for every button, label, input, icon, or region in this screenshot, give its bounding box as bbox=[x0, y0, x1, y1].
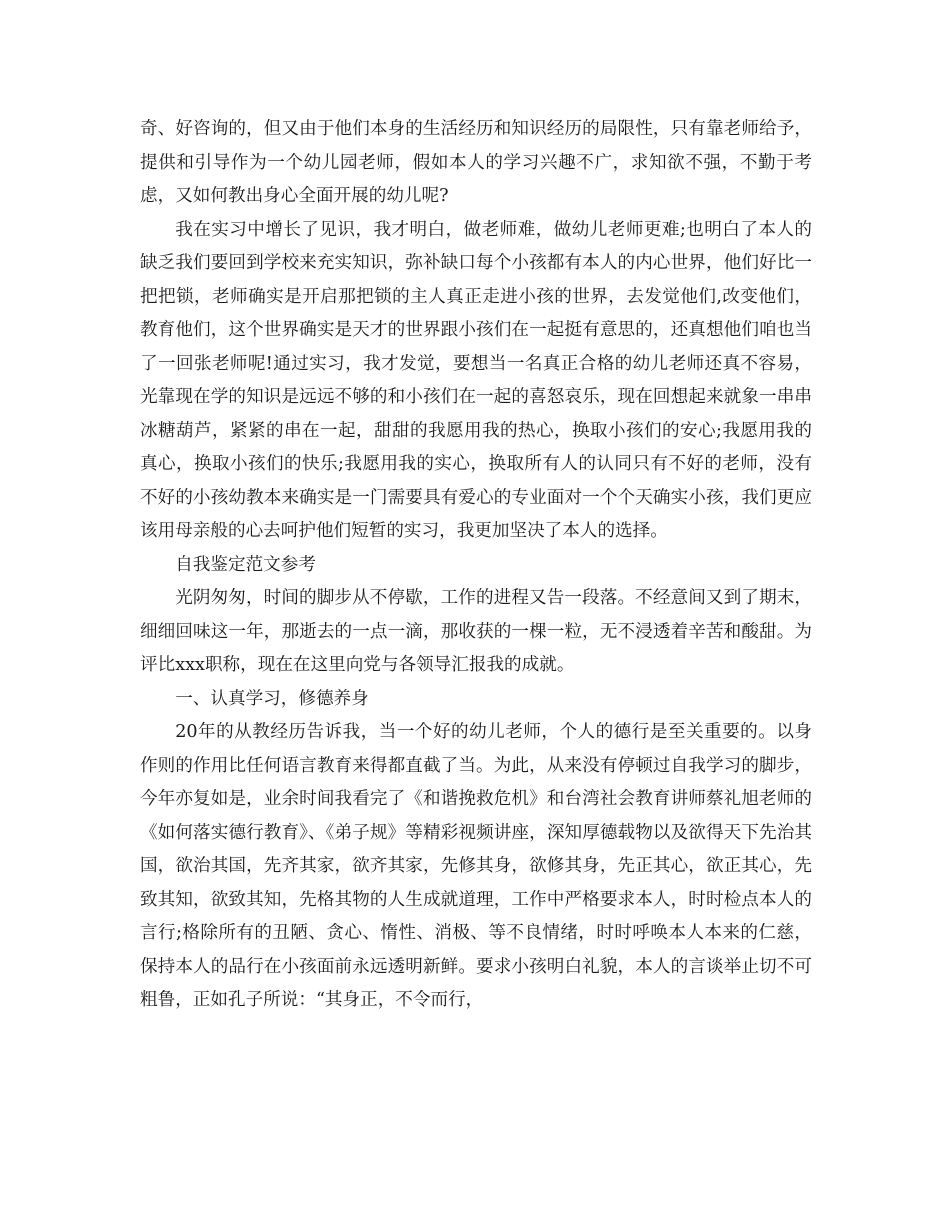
document-body bbox=[140, 113, 812, 1018]
paragraph-internship-reflection: 我在实习中增长了见识，我才明白，做老师难，做幼儿老师更难;也明白了本人的缺乏我们要回到学校来充实知识，弥补缺口每个小孩都有本人的内心世界，他们好比一把把锁，老师确实是开启那把锁的主人真正走进小孩的世界，去发觉他们,改变他们，教育他们，这个世界确实是天才的世界跟小孩们在一起挺有意思的，还真想他们咱也当了一回张老师呢!通过实习，我才发觉，要想当一名真正合格的幼儿老师还真不容易，光靠现在学的知识是远远不够的和小孩们在一起的喜怒哀乐，现在回想起来就象一串串冰糖葫芦，紧紧的串在一起，甜甜的我愿用我的热心，换取小孩们的安心;我愿用我的真心，换取小孩们的快乐;我愿用我的实心，换取所有人的认同只有不好的老师，没有不好的小孩幼教本来确实是一门需要具有爱心的专业面对一个个天确实小孩，我们更应该用母亲般的心去呵护他们短暂的实习，我更加坚决了本人的选择。 bbox=[140, 219, 812, 541]
section-heading-self-evaluation: 自我鉴定范文参考 bbox=[175, 554, 316, 575]
section-heading-study-morality: 一、认真学习，修德养身 bbox=[175, 688, 369, 709]
paragraph-year-summary: 光阴匆匆，时间的脚步从不停歇，工作的进程又告一段落。不经意间又到了期末，细细回味这一年，那逝去的一点一滴，那收获的一棵一粒，无不浸透着辛苦和酸甜。为评比xxx职称，现在在这里向党与各领导汇报我的成就。 bbox=[140, 588, 812, 675]
paragraph-continuation: 奇、好咨询的，但又由于他们本身的生活经历和知识经历的局限性，只有靠老师给予，提供和引导作为一个幼儿园老师，假如本人的学习兴趣不广，求知欲不强，不勤于考虑，又如何教出身心全面开展的幼儿呢? bbox=[140, 119, 812, 206]
paragraph-teaching-experience: 20年的从教经历告诉我，当一个好的幼儿老师，个人的德行是至关重要的。以身作则的作用比任何语言教育来得都直截了当。为此，从来没有停顿过自我学习的脚步，今年亦复如是，业余时间我看完了《和谐挽救危机》和台湾社会教育讲师蔡礼旭老师的《如何落实德行教育》、《弟子规》等精彩视频讲座，深知厚德载物以及欲得天下先治其国，欲治其国，先齐其家，欲齐其家，先修其身，欲修其身，先正其心，欲正其心，先致其知，欲致其知，先格其物的人生成就道理，工作中严格要求本人，时时检点本人的言行;格除所有的丑陋、贪心、惰性、消极、等不良情绪，时时呼唤本人本来的仁慈，保持本人的品行在小孩面前永远透明新鲜。要求小孩明白礼貌，本人的言谈举止切不可粗鲁，正如孔子所说：“其身正，不令而行， bbox=[140, 722, 812, 1010]
